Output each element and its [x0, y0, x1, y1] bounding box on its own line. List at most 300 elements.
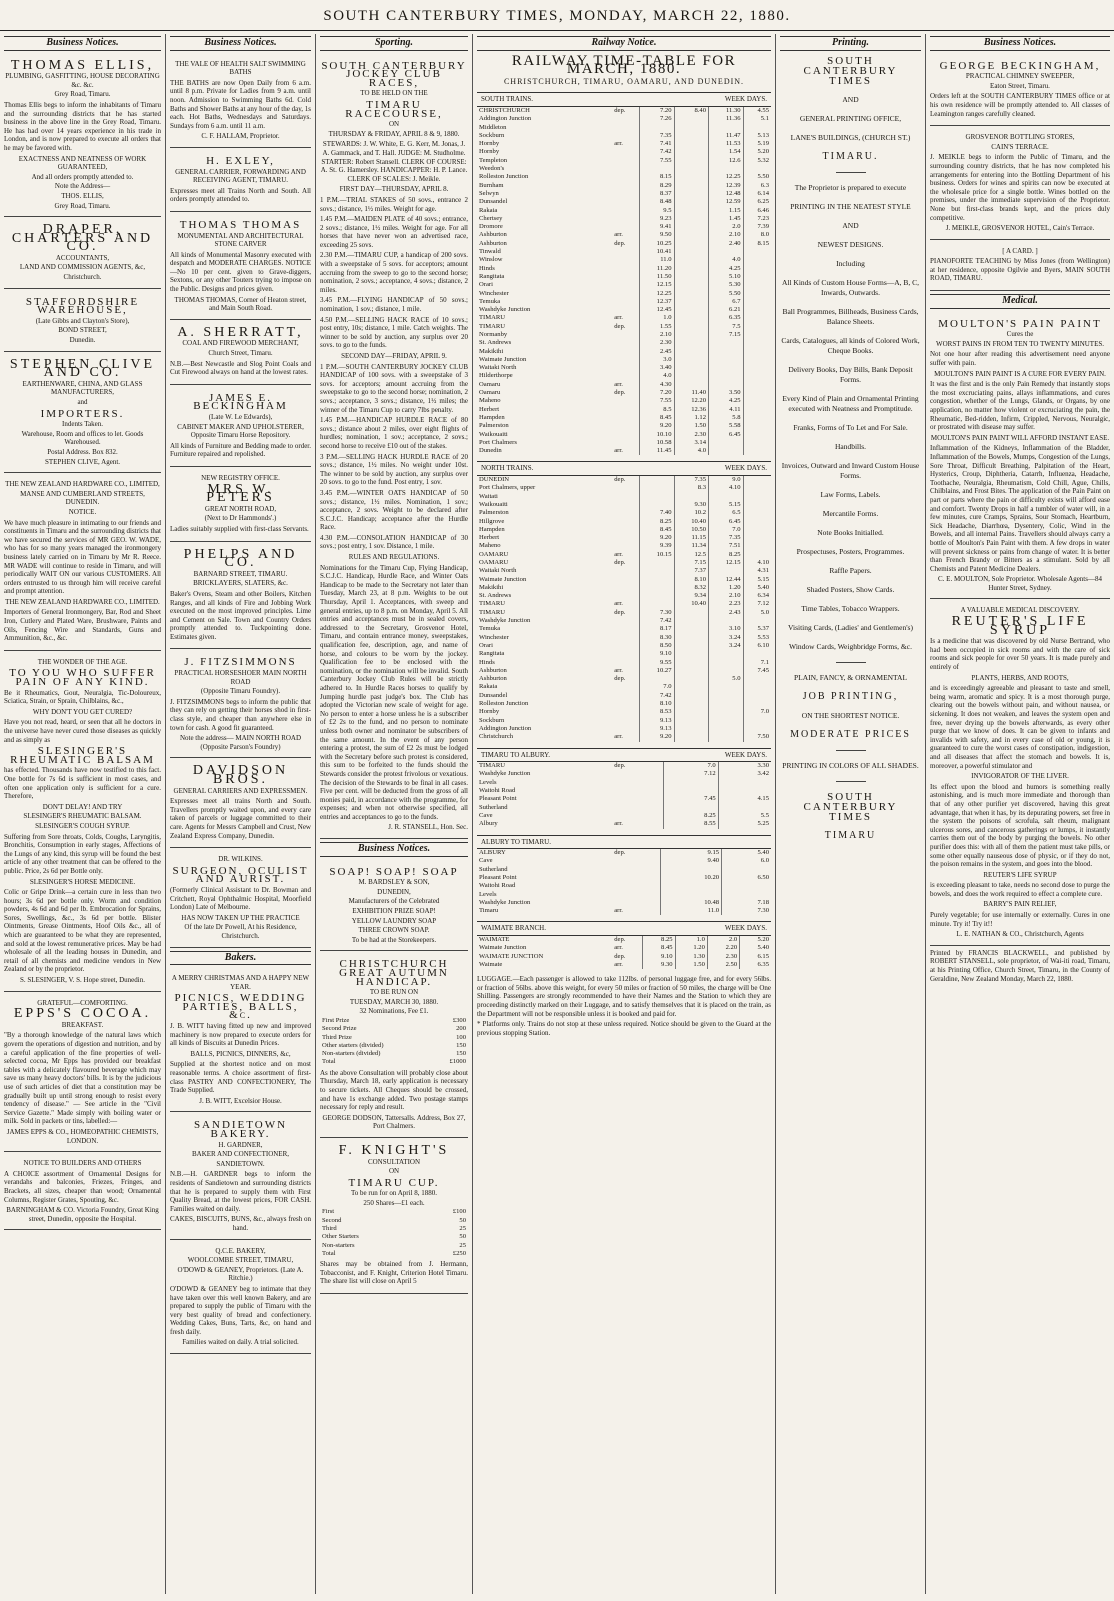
- section-heading: Medical.: [930, 294, 1110, 309]
- table-header: [477, 921, 771, 936]
- race-item: 1.45 P.M.—MAIDEN PLATE of 40 sovs.; entrance, 2 sovs.; distance, 1½ miles. Weight for age. For all horses that have never won an advertised race, exceeding 25 sovs.: [320, 215, 468, 249]
- time-cell: 1.20: [675, 944, 707, 952]
- time-cell: [674, 634, 709, 642]
- print-item: Visiting Cards, (Ladies' and Gentlemen's): [788, 622, 913, 632]
- time-cell: 11.34: [674, 542, 709, 550]
- time-cell: [709, 725, 744, 733]
- ad-body: Its effect upon the blood and humors is something really astonishing, and is much more immediate and thorough than that of any other purifier yet discovered, having this great advantage, that when it has, by its depurating powers, set free in the system the poisons of scrofula, salt rheum, malignant ulcerous sores, and cancerous gatherings or lumps, it instantly carries them out of the body by purging the bowels. No other purifier does this: with all of them the patient must take pills, or some other equally nauseous dose of physic, or if they do not, the poison remains in the system, and goes into the blood.: [930, 782, 1110, 869]
- table-row: [477, 372, 771, 380]
- time-cell: 9.0: [709, 476, 744, 484]
- time-cell: [743, 725, 771, 733]
- ad-line: And all orders promptly attended to.: [31, 172, 134, 181]
- time-cell: [743, 306, 771, 314]
- ad-line: EXHIBITION PRIZE SOAP!: [352, 907, 436, 916]
- prize-amount: 25: [459, 1241, 466, 1249]
- dep-arr-cell: [612, 692, 639, 700]
- station-cell: Waimate Junction: [479, 944, 527, 952]
- time-cell: [674, 240, 709, 248]
- dep-arr-cell: arr.: [614, 231, 623, 239]
- prize-label: Other starters (divided): [322, 1041, 384, 1049]
- ad-line: [ A CARD. ]: [1002, 246, 1038, 255]
- ad-line: ON: [388, 120, 400, 129]
- time-cell: [640, 501, 675, 509]
- north-trains-table: [477, 476, 771, 742]
- time-cell: [743, 484, 771, 492]
- time-cell: [674, 356, 709, 364]
- time-cell: 9.13: [640, 717, 675, 725]
- time-cell: [743, 447, 771, 455]
- station-cell: Ashburton: [479, 675, 507, 683]
- time-cell: [709, 447, 744, 455]
- prize-table: [320, 1017, 468, 1067]
- time-cell: [674, 190, 709, 198]
- ad-line: J. B. WITT, Excelsior House.: [199, 1096, 282, 1105]
- ad-line: GRATEFUL—COMFORTING.: [37, 998, 128, 1007]
- time-cell: 7.45: [743, 667, 771, 675]
- dep-arr-cell: [612, 866, 660, 874]
- dep-arr-cell: [612, 331, 639, 339]
- ad-title: STAFFORDSHIRE WAREHOUSE,: [25, 295, 140, 317]
- time-cell: 12.25: [640, 290, 675, 298]
- table-row: [477, 551, 771, 559]
- ad-body: Expresses meet all trains North and South. Travellers promptly waited upon, and every care taken of parcels or luggage committed to their care. Agents for Messrs Campbell and Crust, New Zealand Express Company, Dunedin.: [170, 797, 311, 840]
- dep-arr-cell: dep.: [614, 952, 626, 960]
- dep-arr-cell: [612, 567, 639, 575]
- time-cell: [709, 659, 744, 667]
- ad-line: DR. WILKINS.: [218, 855, 263, 864]
- time-cell: 9.20: [640, 534, 675, 542]
- time-cell: [743, 717, 771, 725]
- table-row: [477, 157, 771, 165]
- ad-body: N.B.—H. GARDNER begs to inform the residents of Sandietown and surrounding districts that he is prepared to supply them with First Quality Bread, at the lowest prices, FOR CASH. Families waited on daily.: [170, 1170, 311, 1213]
- table-row: [477, 356, 771, 364]
- time-cell: 12.45: [640, 306, 675, 314]
- time-cell: 6.46: [743, 207, 771, 215]
- time-cell: [743, 526, 771, 534]
- prize-amount: 50: [459, 1233, 466, 1241]
- ad-line: CAKES, BISCUITS, BUNS, &c., always fresh on hand.: [170, 1215, 311, 1232]
- station-cell: Makikihi: [479, 583, 504, 591]
- time-cell: 7.26: [640, 115, 675, 123]
- section-heading: Business Notices.: [320, 842, 468, 857]
- dep-arr-cell: arr.: [614, 907, 623, 915]
- luggage-notice: LUGGAGE.—Each passenger is allowed to take 112lbs. of personal luggage free, and for every 56lbs. or fraction of 56lbs. above this weight, for every 50 miles or fraction of 50 miles, the charge will be One Shilling. Passengers are strongly recommended to have their Names and the Station to which they are proceeding distinctly marked on their Luggage, and to satisfy themselves that it is placed on the train, as the Department will not be responsible unless it is booked and paid for.: [477, 975, 771, 1018]
- time-cell: [640, 600, 675, 608]
- time-cell: 3.40: [640, 364, 675, 372]
- time-cell: [743, 314, 771, 322]
- ad-line: BARNINGHAM & CO. Victoria Foundry, Great King street, Dunedin, opposite the Hospital.: [6, 1206, 159, 1223]
- table-row: [477, 936, 771, 944]
- time-cell: 1.30: [675, 953, 707, 961]
- station-cell: TIMARU: [479, 608, 506, 616]
- station-cell: Pleasant Point: [479, 873, 517, 881]
- time-cell: [743, 273, 771, 281]
- station-cell: Hillgrove: [479, 517, 505, 525]
- time-cell: 9.5: [640, 207, 675, 215]
- time-cell: 7.0: [709, 526, 744, 534]
- time-cell: [664, 787, 718, 795]
- time-cell: [674, 165, 709, 173]
- platform-notice: * Platforms only. Trains do not stop at these unless required. Notice should be given to the Guard at the previous stopping Station.: [477, 1020, 771, 1037]
- prize-amount: £1000: [449, 1058, 466, 1066]
- time-cell: [640, 484, 675, 492]
- print-item: Every Kind of Plain and Ornamental Printing executed with Neatness and Promptitude.: [782, 393, 919, 413]
- table-heading: ALBURY TO TIMARU.: [481, 837, 551, 846]
- time-cell: 11.45: [640, 447, 675, 455]
- time-cell: 7.0: [743, 708, 771, 716]
- table-row: [477, 857, 771, 865]
- time-cell: 5.15: [743, 576, 771, 584]
- time-cell: [640, 559, 675, 567]
- ad-line: Note the Address—: [54, 182, 111, 191]
- race-item: 1 P.M.—TRIAL STAKES of 50 sovs., entrance 2 sovs.; distance, 1½ miles. Weight for age.: [320, 195, 468, 213]
- time-cell: 2.20: [707, 944, 739, 952]
- ad-body: Expresses meet all Trains North and South. All orders promptly attended to.: [170, 186, 311, 204]
- ad-title: THOMAS THOMAS: [179, 218, 302, 231]
- ad-line: J. MEIKLE, GROSVENOR HOTEL, Cain's Terrace.: [945, 224, 1095, 233]
- time-cell: 2.45: [640, 348, 675, 356]
- time-cell: [709, 364, 744, 372]
- time-cell: 6.34: [743, 592, 771, 600]
- station-cell: Rangitata: [479, 272, 505, 280]
- dep-arr-cell: dep.: [614, 389, 626, 397]
- table-row: [477, 306, 771, 314]
- ad-line: TO BE RUN ON: [369, 988, 419, 997]
- section-heading: Business Notices.: [930, 36, 1110, 51]
- ad-body: has effected. Thousands have now testified to this fact. One bottle for 7s 6d is sufficient in most cases, and often one application only is sufficient for a cure. Therefore,: [4, 766, 161, 801]
- prize-label: Third Prize: [322, 1033, 352, 1041]
- ad-body: Be it Rheumatics, Gout, Neuralgia, Tic-Doloureux, Sciatica, Strain, or Sprain, Chilblains, &c.,: [4, 688, 161, 706]
- dep-arr-cell: [612, 198, 639, 206]
- time-cell: 2.10: [709, 592, 744, 600]
- print-item: All Kinds of Custom House Forms—A, B, C, Inwards, Outwards.: [781, 277, 920, 297]
- time-cell: 6.35: [740, 961, 771, 969]
- time-cell: 11.53: [709, 140, 744, 148]
- dep-arr-cell: [612, 414, 639, 422]
- time-cell: 8.0: [743, 231, 771, 239]
- ad-line: INVIGORATOR OF THE LIVER.: [971, 772, 1069, 781]
- station-cell: Normanby: [479, 330, 508, 338]
- time-cell: [674, 132, 709, 140]
- time-cell: [674, 692, 709, 700]
- ad-line: CABINET MAKER AND UPHOLSTERER, Opposite Timaru Horse Repository.: [177, 422, 304, 440]
- ad-epps-cocoa: [4, 995, 161, 1153]
- ad-george-beckingham: [930, 56, 1110, 127]
- ad-line: TIMARU.: [822, 150, 879, 162]
- dep-arr-cell: arr.: [614, 314, 623, 322]
- ad-line: BRICKLAYERS, SLATERS, &c.: [193, 579, 288, 588]
- table-row: [477, 692, 771, 700]
- table-row: [477, 207, 771, 215]
- dep-arr-cell: [612, 804, 664, 812]
- prize-amount: £250: [452, 1249, 466, 1257]
- station-cell: Oamaru: [479, 380, 501, 388]
- time-cell: 5.19: [743, 140, 771, 148]
- waimate-branch-table: [477, 936, 771, 969]
- time-cell: [709, 700, 744, 708]
- ad-line: Cures the: [1006, 330, 1034, 339]
- time-cell: [674, 323, 709, 331]
- station-cell: Waitohi Road: [479, 787, 516, 795]
- time-cell: 10.10: [640, 431, 675, 439]
- ad-registry: [170, 470, 311, 542]
- station-cell: Waikouaiti: [479, 500, 508, 508]
- prize-label: Non-starters (divided): [322, 1050, 381, 1058]
- station-cell: Washdyke Junction: [479, 617, 531, 625]
- time-cell: 8.10: [674, 576, 709, 584]
- ad-line: (Late W. Le Edwards),: [208, 413, 273, 421]
- ad-phelps: [170, 545, 311, 650]
- station-cell: Port Chalmers, upper: [479, 484, 536, 492]
- ad-title: IMPORTERS.: [40, 407, 125, 420]
- dep-arr-cell: [612, 439, 639, 447]
- prize-label: Second Prize: [322, 1025, 357, 1033]
- prize-row: [320, 1042, 468, 1050]
- ad-title: DRAPER, CHARTERS AND CO.: [11, 222, 154, 255]
- station-cell: DUNEDIN: [479, 476, 510, 484]
- time-cell: [674, 265, 709, 273]
- prize-amount: £300: [452, 1016, 466, 1024]
- ad-line: BALLS, PICNICS, DINNERS, &c,: [190, 1049, 291, 1058]
- station-cell: Dunsandel: [479, 691, 508, 699]
- prize-amount: 25: [459, 1225, 466, 1233]
- time-cell: [743, 700, 771, 708]
- station-cell: Levels: [479, 778, 497, 786]
- dep-arr-cell: [612, 165, 639, 173]
- dep-arr-cell: [612, 124, 639, 132]
- ad-line: Postal Address. Box 832.: [47, 447, 118, 456]
- time-cell: [718, 779, 771, 787]
- time-cell: 12.20: [674, 397, 709, 405]
- time-cell: 11.0: [660, 907, 721, 915]
- ad-line: Note the address— MAIN NORTH ROAD (Opposite Parson's Foundry): [179, 734, 302, 751]
- ad-line: THOMAS THOMAS, Corner of Heaton street, and Main South Road.: [174, 295, 307, 313]
- time-cell: [743, 372, 771, 380]
- ad-title: THE VALE OF HEALTH SALT SWIMMING BATHS: [175, 59, 306, 77]
- time-cell: [743, 298, 771, 306]
- ad-body: N.B.—Best Newcastle and Slog Point Coals and Cut Firewood always on hand at the lowest rates.: [170, 359, 311, 377]
- table-heading: TIMARU TO ALBURY.: [481, 750, 551, 759]
- ad-line: TIMARU: [824, 829, 877, 841]
- ad-line: BREAKFAST.: [61, 1020, 104, 1029]
- ad-body: We have much pleasure in intimating to our friends and constituents in Timaru and the surrounding districts that we have secured the services of MR GEO. W. WADE, who has for so many years managed the ironmongery business lately carried on in Timaru by Mr R. Reece. MR WADE will continue to reside in Timaru, and will periodically WAIT ON our various CUSTOMERS. All orders entrusted to us through him will receive careful and prompt attention.: [4, 518, 161, 596]
- ad-nz-hardware: [4, 476, 161, 651]
- timaru-albury-table: [477, 762, 771, 828]
- time-cell: [674, 256, 709, 264]
- ad-line: CAIN'S TERRACE.: [991, 142, 1049, 151]
- time-cell: 8.55: [664, 820, 718, 828]
- ad-line: MOULTON'S PAIN PAINT WILL AFFORD INSTANT EASE.: [930, 433, 1110, 442]
- time-cell: [674, 148, 709, 156]
- time-cell: 7.55: [640, 157, 675, 165]
- time-cell: [722, 891, 771, 899]
- table-row: [477, 953, 771, 961]
- dep-arr-cell: [612, 634, 639, 642]
- time-cell: [743, 348, 771, 356]
- ad-line: To be had at the Storekeepers.: [351, 935, 437, 944]
- time-cell: 8.25: [664, 812, 718, 820]
- time-cell: 8.15: [640, 173, 675, 181]
- dep-arr-cell: arr.: [614, 600, 623, 608]
- ad-line: (Opposite Timaru Foundry).: [200, 687, 281, 696]
- table-row: [477, 314, 771, 322]
- race-item: 3.45 P.M.—WINTER OATS HANDICAP of 50 sovs.; distance, 1½ miles. Nomination, 1 sov.; acceptance, 2 sovs. Weight to be declared after S.C.J.C. Handicap; acceptance after the Hurdle Race.: [320, 488, 468, 532]
- time-cell: 7.0: [640, 683, 675, 691]
- ad-qce-bakery: [170, 1243, 311, 1355]
- dep-arr-cell: arr.: [614, 733, 623, 741]
- time-cell: 12.37: [640, 298, 675, 306]
- station-cell: Maheno: [479, 397, 501, 405]
- ad-body: Have you not read, heard, or seen that all he doctors in the universe have never cured those diseases as quickly and as simply as: [4, 718, 161, 744]
- table-row: [477, 779, 771, 787]
- time-cell: 4.11: [709, 406, 744, 414]
- time-cell: [709, 683, 744, 691]
- ad-line: LAND AND COMMISSION AGENTS, &c,: [19, 263, 146, 272]
- time-cell: [674, 717, 709, 725]
- table-row: [477, 215, 771, 223]
- dep-arr-cell: [612, 431, 639, 439]
- dep-arr-cell: [612, 725, 639, 733]
- station-cell: Cave: [479, 811, 493, 819]
- time-cell: 3.24: [709, 634, 744, 642]
- station-cell: Hampden: [479, 413, 505, 421]
- time-cell: [743, 281, 771, 289]
- time-cell: 9.10: [640, 650, 675, 658]
- time-cell: 5.20: [743, 148, 771, 156]
- ad-wilkins: [170, 851, 311, 947]
- time-cell: [674, 725, 709, 733]
- time-cell: 11.50: [640, 273, 675, 281]
- dep-arr-cell: [612, 223, 639, 231]
- time-cell: 7.20: [640, 389, 675, 397]
- dep-arr-cell: [612, 157, 639, 165]
- section-heading: Bakers.: [170, 951, 311, 966]
- time-cell: 10.20: [660, 874, 721, 882]
- ad-line: A VALUABLE MEDICAL DISCOVERY.: [960, 606, 1080, 615]
- station-cell: OAMARU: [479, 559, 509, 566]
- time-cell: [743, 683, 771, 691]
- station-cell: Makikihi: [479, 347, 504, 355]
- dep-arr-cell: [612, 132, 639, 140]
- ad-line: H. GARDNER,: [218, 1140, 263, 1149]
- time-cell: 5.40: [740, 944, 771, 952]
- time-cell: 12.39: [709, 182, 744, 190]
- time-cell: [640, 576, 675, 584]
- time-cell: 4.30: [640, 381, 675, 389]
- ad-title: MRS W. PETERS: [206, 481, 275, 506]
- time-cell: 4.55: [743, 107, 771, 115]
- section-heading: Railway Notice.: [477, 36, 771, 51]
- time-cell: 8.45: [640, 414, 675, 422]
- ad-line: 250 Shares—£1 each.: [363, 1198, 425, 1207]
- dep-arr-cell: [612, 592, 639, 600]
- time-cell: [660, 882, 721, 890]
- printer-imprint: Printed by FRANCIS BLACKWELL, and published by ROBERT STANSELL, sole proprietor, of Wai-iti road, Timaru, at his Printing Office, Church Street, Timaru, in the County of Geraldine, New Zealand Monday, March 22, 1880.: [930, 948, 1110, 983]
- prize-label: Third: [322, 1225, 337, 1233]
- ad-title: SOUTH CANTERBURY JOCKEY CLUB RACES,: [321, 59, 467, 89]
- time-cell: [743, 290, 771, 298]
- ad-line: SLESINGER'S RHEUMATIC BALSAM.: [23, 812, 142, 821]
- time-cell: 7.45: [664, 795, 718, 803]
- time-cell: 5.50: [743, 173, 771, 181]
- ad-body: Nominations for the Timaru Cup, Flying Handicap, S.C.J.C. Handicap, Hurdle Race, and Winter Oats Handicap to be made to the Secretary not later than Tuesday, March 23, at 8 p.m. Weights to be out Thursday, April 1. Acceptances, with sweep and general entries, up to 8 p.m. on Monday, April 5. All entries and acceptances must be in sealed covers, addressed to the Secretary, Grosvenor Hotel, Timaru, and contain entrance money, sweepstakes, qualification fee, description, age, and name of horse, and colours to be worn by the jockey. Qualification fee to be enclosed with the nomination, or the nomination will be invalid. South Canterbury Jockey Club Rules will be strictly adhered to. In Hurdle Races horses to qualify by Jumping hurdle past judge's box. The Club has adopted the Victorian new scale of weight for age. No person to enter a horse unless he is a subscriber of £2 2s to the fund, and no person to nominate unless both owner and nominator be subscribers of the same amount. In the event of any person entering a protest, the sum of £2 2s must be lodged with the Secretary before such protest is considered, this sum to be forfeited to the funds should the Stewards consider the protest frivolous or vexatious. The decision of the Stewards to be final in all cases. Five per cent. will be deducted from the gross of all monies paid, in accordance with the programme, for expenses; and when not otherwise specified, all entries and acceptances to go to the funds.: [320, 563, 468, 821]
- time-cell: 7.42: [640, 617, 675, 625]
- time-cell: 5.20: [740, 936, 771, 944]
- time-cell: 3.50: [709, 389, 744, 397]
- station-cell: TIMARU: [479, 322, 506, 330]
- dep-arr-cell: [612, 115, 639, 123]
- time-cell: 8.15: [743, 240, 771, 248]
- time-cell: 4.10: [743, 559, 771, 567]
- table-row: [477, 140, 771, 148]
- ad-body: Suffering from Sore throats, Colds, Coughs, Laryngitis, Bronchitis, Consumption in early stages, Affections of the Lungs of any kind, this syrup will be found the best article of any other treatment that can be offered to the public. Price, 2s 6d per Bottle only.: [4, 832, 161, 875]
- column-railway: [472, 34, 775, 1594]
- ad-line: STEPHEN CLIVE, Agent.: [44, 457, 121, 466]
- table-row: [477, 787, 771, 795]
- dep-arr-cell: [612, 857, 660, 865]
- section-heading: Sporting.: [320, 36, 468, 51]
- dep-arr-cell: [612, 642, 639, 650]
- time-cell: [674, 331, 709, 339]
- station-cell: Chertsey: [479, 214, 503, 222]
- table-row: [477, 820, 771, 828]
- time-cell: [743, 431, 771, 439]
- station-cell: Hornby: [479, 708, 500, 716]
- time-cell: 7.30: [640, 609, 675, 617]
- ad-title: TIMARU CUP.: [348, 1176, 440, 1189]
- prize-row: [320, 1233, 468, 1241]
- station-cell: Palmerston: [479, 422, 509, 430]
- time-cell: 11.30: [709, 107, 744, 115]
- time-cell: 8.25: [643, 936, 675, 944]
- ad-title: PICNICS, WEDDING PARTIES, BALLS, &c.: [174, 992, 307, 1022]
- ad-beckingham: [170, 388, 311, 467]
- time-cell: 3.10: [709, 625, 744, 633]
- table-row: [477, 148, 771, 156]
- prize-amount: 150: [456, 1050, 466, 1058]
- ad-title: REUTER'S LIFE SYRUP: [951, 614, 1089, 638]
- ad-body: Baker's Ovens, Steam and other Boilers, Kitchen Ranges, and all kinds of Fire and Jobbing Work executed on the most improved principles. Lime and Cement on Sale. Town and Country Orders promptly attended to. Tuckpointing done. Estimates given.: [170, 589, 311, 641]
- station-cell: Temuka: [479, 297, 501, 305]
- station-cell: Orari: [479, 281, 493, 289]
- table-row: [477, 190, 771, 198]
- station-cell: St. Andrews: [479, 592, 512, 600]
- table-row: [477, 617, 771, 625]
- time-cell: 2.30: [640, 339, 675, 347]
- race-item: 3 P.M.—SELLING HACK HURDLE RACE of 20 sovs.; distance, 1½ miles. No weight under 10st. The winner to be sold by auction, any surplus over 20 sovs. to go to the fund. Post entry, 1 sov.: [320, 452, 468, 487]
- time-cell: 5.13: [743, 132, 771, 140]
- time-cell: [743, 493, 771, 501]
- ad-title: A. SHERRATT,: [177, 324, 304, 340]
- time-cell: [743, 518, 771, 526]
- ad-line: MOULTON'S PAIN PAINT IS A CURE FOR EVERY PAIN.: [934, 369, 1106, 378]
- station-cell: Palmerston: [479, 509, 509, 517]
- print-item: Prospectuses, Posters, Programmes.: [796, 546, 905, 556]
- station-cell: Waikouaiti: [479, 430, 508, 438]
- table-heading: WEEK DAYS.: [724, 95, 767, 104]
- time-cell: 4.31: [743, 567, 771, 575]
- time-cell: 9.13: [640, 725, 675, 733]
- table-row: [477, 534, 771, 542]
- station-cell: Washdyke Junction: [479, 898, 531, 906]
- time-cell: [674, 157, 709, 165]
- table-row: [477, 273, 771, 281]
- ad-title: GROSVENOR BOTTLING STORES,: [965, 133, 1075, 142]
- station-cell: Dunsandel: [479, 198, 508, 206]
- ad-body: (Formerly Clinical Assistant to Dr. Bowman and Critchett, Royal Ophthalmic Hospital, Moorfield London) Late of Melbourne.: [170, 885, 311, 912]
- ad-line: SANDIETOWN.: [216, 1159, 265, 1168]
- station-cell: Hilderthorpe: [479, 372, 513, 380]
